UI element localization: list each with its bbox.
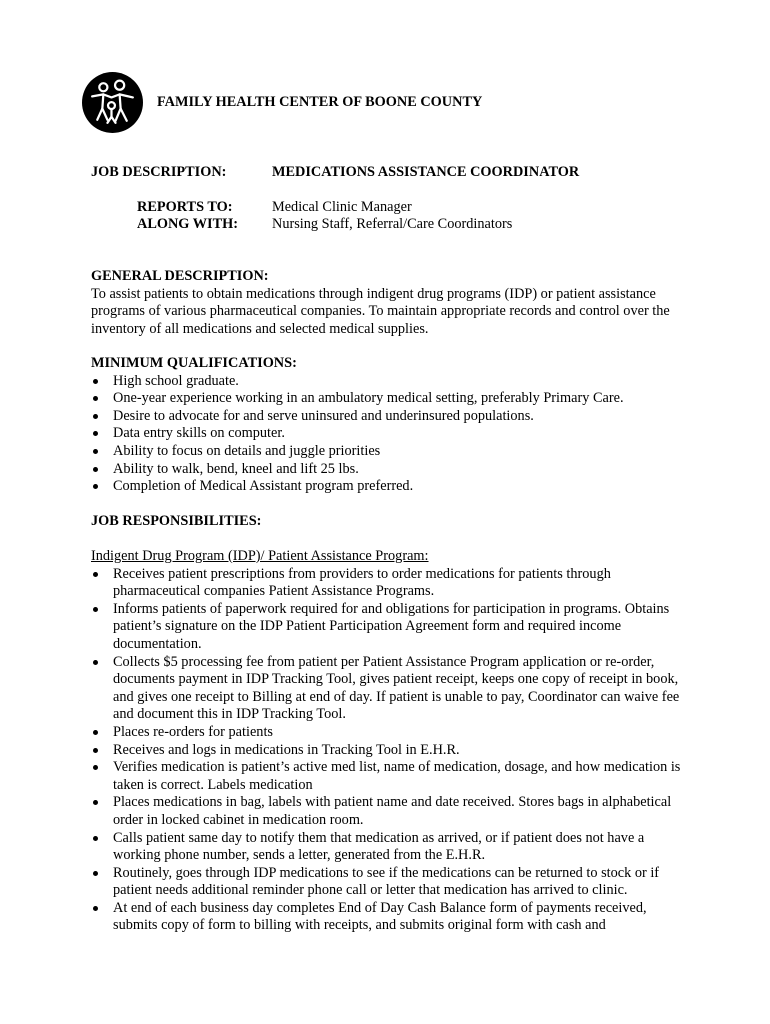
responsibilities-list bbox=[91, 566, 691, 935]
list-item: Places re-orders for patients bbox=[91, 724, 691, 742]
general-description-section bbox=[91, 268, 691, 338]
general-description-text: To assist patients to obtain medications through indigent drug programs (IDP) or patient assistance programs of various pharmaceutical companies. To maintain appropriate records and control over the inventory of all medications and selected medical supplies. bbox=[91, 285, 670, 337]
responsibilities-heading: JOB RESPONSIBILITIES: bbox=[91, 513, 262, 529]
general-description-heading: GENERAL DESCRIPTION: bbox=[91, 268, 269, 284]
list-item: Desire to advocate for and serve uninsured and underinsured populations. bbox=[91, 408, 691, 426]
qualifications-section bbox=[91, 355, 691, 496]
along-with-value: Nursing Staff, Referral/Care Coordinators bbox=[272, 216, 513, 232]
list-item: Informs patients of paperwork required for and obligations for participation in programs. Obtains patient’s signature on the IDP Patient Participation Agreement form and required income documentation. bbox=[91, 601, 691, 654]
list-item: Verifies medication is patient’s active med list, name of medication, dosage, and how medication is taken is correct. Labels medication bbox=[91, 759, 691, 794]
list-item: One-year experience working in an ambulatory medical setting, preferably Primary Care. bbox=[91, 390, 691, 408]
organization-logo-icon bbox=[82, 72, 143, 133]
list-item: Calls patient same day to notify them that medication as arrived, or if patient does not have a working phone number, sends a letter, generated from the E.H.R. bbox=[91, 830, 691, 865]
job-description-label: JOB DESCRIPTION: bbox=[91, 164, 227, 180]
list-item: Places medications in bag, labels with patient name and date received. Stores bags in alphabetical order in locked cabinet in medication room. bbox=[91, 794, 691, 829]
responsibilities-section bbox=[91, 548, 691, 935]
list-item: Data entry skills on computer. bbox=[91, 425, 691, 443]
qualifications-heading: MINIMUM QUALIFICATIONS: bbox=[91, 355, 297, 371]
qualifications-list bbox=[91, 373, 691, 496]
list-item: Receives patient prescriptions from providers to order medications for patients through pharmaceutical companies Patient Assistance Programs. bbox=[91, 566, 691, 601]
along-with-label: ALONG WITH: bbox=[137, 216, 239, 232]
reports-to-label: REPORTS TO: bbox=[137, 199, 233, 215]
list-item: Collects $5 processing fee from patient per Patient Assistance Program application or re-order, documents payment in IDP Tracking Tool, gives patient receipt, keeps one copy of receipt in book, and gives one receipt to Billing at end of day. If patient is unable to pay, Coordinator can waive fee and document this in IDP Tracking Tool. bbox=[91, 654, 691, 724]
list-item: At end of each business day completes End of Day Cash Balance form of payments received, submits copy of form to billing with receipts, and submits original form with cash and bbox=[91, 900, 691, 935]
job-title: MEDICATIONS ASSISTANCE COORDINATOR bbox=[272, 164, 580, 180]
organization-name: FAMILY HEALTH CENTER OF BOONE COUNTY bbox=[157, 94, 483, 110]
list-item: High school graduate. bbox=[91, 373, 691, 391]
list-item: Ability to walk, bend, kneel and lift 25 lbs. bbox=[91, 461, 691, 479]
list-item: Routinely, goes through IDP medications to see if the medications can be returned to stock or if patient needs additional reminder phone call or letter that medication has arrived to clinic. bbox=[91, 865, 691, 900]
list-item: Completion of Medical Assistant program preferred. bbox=[91, 478, 691, 496]
reports-to-value: Medical Clinic Manager bbox=[272, 199, 412, 215]
list-item: Receives and logs in medications in Tracking Tool in E.H.R. bbox=[91, 742, 691, 760]
list-item: Ability to focus on details and juggle priorities bbox=[91, 443, 691, 461]
idp-subsection-title: Indigent Drug Program (IDP)/ Patient Assistance Program: bbox=[91, 548, 429, 564]
